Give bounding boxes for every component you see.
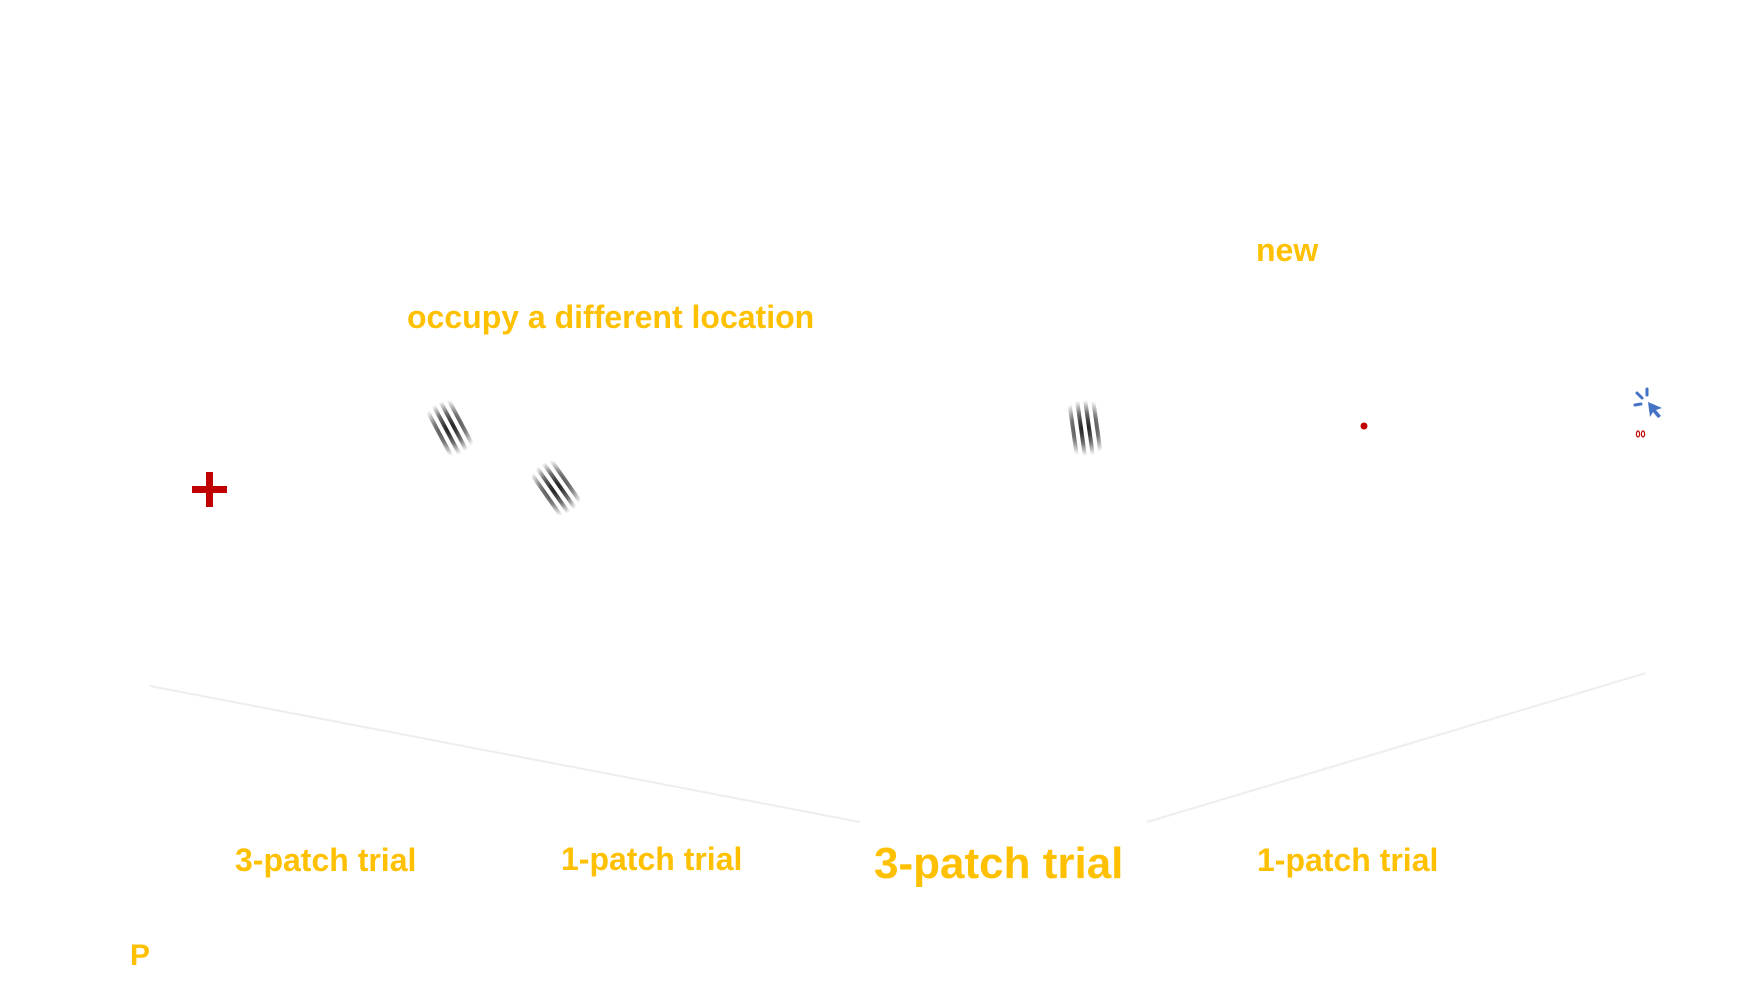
response-mark-icon: [1636, 431, 1644, 437]
new-label: new: [1256, 232, 1319, 268]
connector-line-right: [1147, 673, 1646, 822]
probe-dot-icon: [1361, 423, 1368, 430]
trial-label-center-3-patch: 3-patch trial: [874, 839, 1124, 888]
gabor-patch-2: [528, 457, 583, 519]
gabor-patch-3: [1067, 398, 1103, 457]
instruction-label: occupy a different location: [407, 299, 815, 335]
fixation-plus-icon: [192, 472, 227, 507]
connector-line-left: [150, 686, 860, 822]
corner-letter: P: [130, 939, 151, 972]
trial-label-right-1-patch: 1-patch trial: [1257, 842, 1439, 878]
trial-label-left-1-patch: 1-patch trial: [561, 841, 743, 877]
cursor-click-icon: [1635, 389, 1662, 418]
gabor-patch-1: [424, 397, 475, 460]
trial-label-left-3-patch: 3-patch trial: [235, 842, 417, 878]
